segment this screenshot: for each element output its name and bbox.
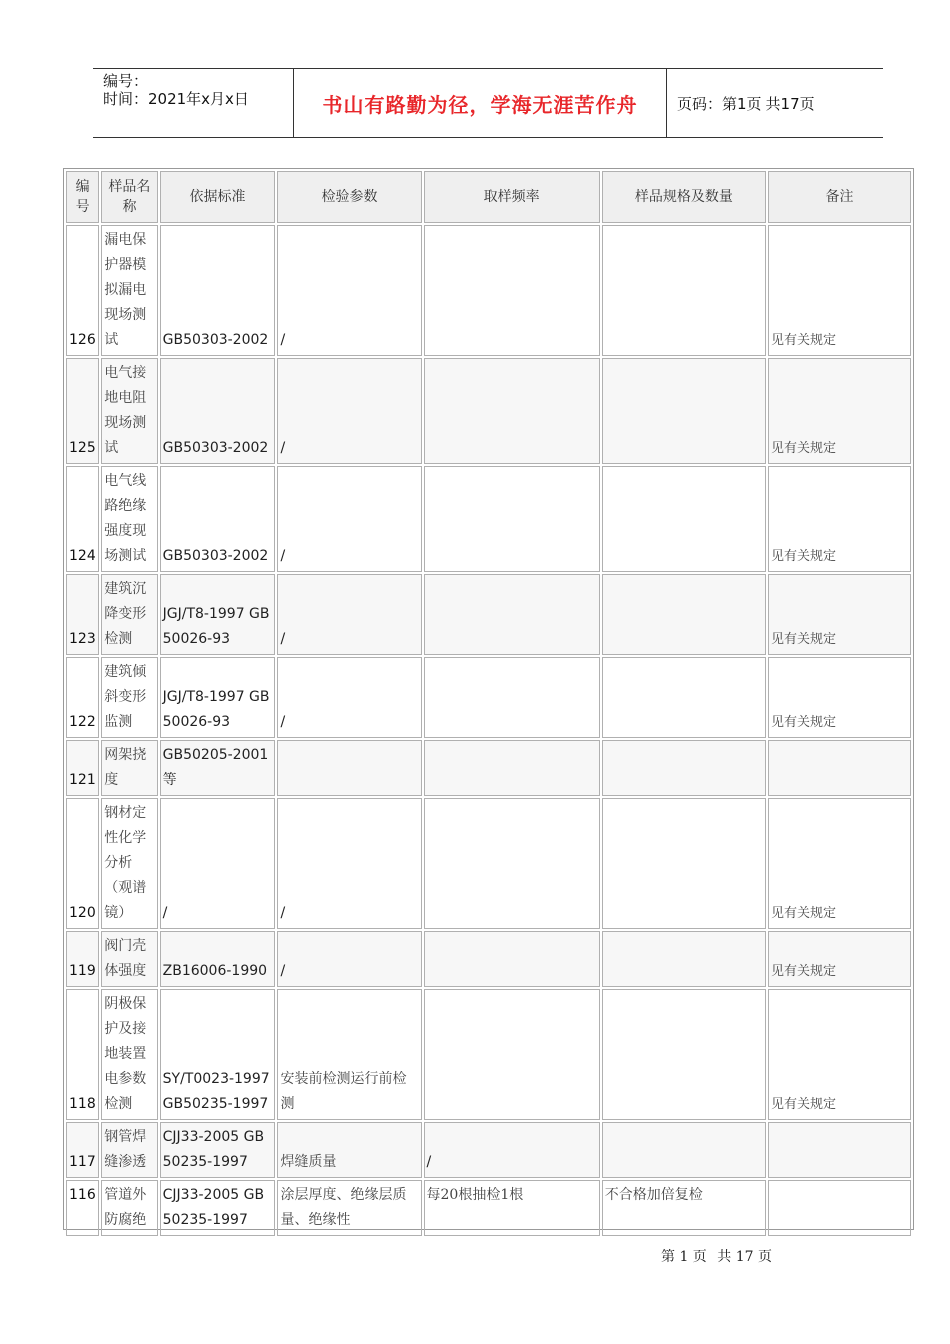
row-parameter [277,740,421,796]
row-standard: JGJ/T8-1997 GB50026-93 [160,574,276,655]
row-standard: CJJ33-2005 GB50235-1997 [160,1122,276,1178]
code-label: 编号： [103,72,149,90]
row-frequency [424,931,600,987]
row-spec [602,225,766,356]
row-id: 125 [66,358,99,464]
row-frequency [424,358,600,464]
row-id: 118 [66,989,99,1120]
row-id: 116 [66,1180,99,1236]
table-row [66,798,911,929]
row-name: 阴极保护及接地装置电参数检测 [101,989,157,1120]
row-spec [602,798,766,929]
row-frequency [424,657,600,738]
row-parameter: / [277,931,421,987]
row-standard: JGJ/T8-1997 GB50026-93 [160,657,276,738]
row-standard: GB50205-2001 等 [160,740,276,796]
row-id: 117 [66,1122,99,1178]
col-header-spec: 样品规格及数量 [602,171,766,223]
col-header-name: 样品名称 [101,171,157,223]
table-row [66,1122,911,1178]
col-header-note: 备注 [768,171,911,223]
row-parameter: / [277,466,421,572]
row-name: 钢材定性化学分析（观谱镜） [101,798,157,929]
row-standard: CJJ33-2005 GB50235-1997 [160,1180,276,1236]
row-name: 阀门壳体强度 [101,931,157,987]
page-footer [661,1246,778,1266]
row-spec [602,931,766,987]
row-standard: GB50303-2002 [160,466,276,572]
row-spec: 不合格加倍复检 [602,1180,766,1236]
row-spec [602,358,766,464]
row-frequency [424,574,600,655]
row-standard: ZB16006-1990 [160,931,276,987]
row-note: 见有关规定 [768,931,911,987]
row-note [768,1180,911,1236]
row-frequency [424,989,600,1120]
row-frequency: 每20根抽检1根 [424,1180,600,1236]
row-note: 见有关规定 [768,574,911,655]
row-name: 管道外防腐绝 [101,1180,157,1236]
table-row [66,1180,911,1236]
col-header-frequency: 取样频率 [424,171,600,223]
header-meta [93,69,294,137]
col-header-id: 编号 [66,171,99,223]
row-standard: GB50303-2002 [160,358,276,464]
row-parameter: 安装前检测运行前检测 [277,989,421,1120]
row-name: 电气线路绝缘强度现场测试 [101,466,157,572]
row-parameter: / [277,657,421,738]
row-frequency [424,225,600,356]
row-parameter: 涂层厚度、绝缘层质量、绝缘性 [277,1180,421,1236]
page-label: 页码：第1页 [677,94,762,113]
row-spec [602,466,766,572]
footer-total: 共 17 页 [717,1249,772,1265]
row-note: 见有关规定 [768,358,911,464]
table-row [66,466,911,572]
page-header [93,68,883,138]
row-name: 建筑沉降变形检测 [101,574,157,655]
row-spec [602,989,766,1120]
table-row [66,740,911,796]
row-parameter: 焊缝质量 [277,1122,421,1178]
row-note: 见有关规定 [768,989,911,1120]
table-row [66,989,911,1120]
table-header-row [66,171,911,223]
row-note: 见有关规定 [768,657,911,738]
row-id: 122 [66,657,99,738]
row-spec [602,657,766,738]
header-motto: 书山有路勤为径，学海无涯苦作舟 [294,69,667,137]
row-parameter: / [277,574,421,655]
row-note: 见有关规定 [768,225,911,356]
row-id: 121 [66,740,99,796]
time-label: 时间：2021年x月x日 [103,90,249,108]
table-row [66,931,911,987]
row-name: 建筑倾斜变形监测 [101,657,157,738]
row-name: 电气接地电阻现场测试 [101,358,157,464]
table-row [66,358,911,464]
header-page-info [667,69,883,137]
row-spec [602,1122,766,1178]
row-frequency [424,466,600,572]
row-id: 119 [66,931,99,987]
col-header-parameter: 检验参数 [277,171,421,223]
row-frequency: / [424,1122,600,1178]
inspection-table [64,169,913,1238]
row-name: 钢管焊缝渗透 [101,1122,157,1178]
row-note: 见有关规定 [768,798,911,929]
row-name: 网架挠度 [101,740,157,796]
row-parameter: / [277,358,421,464]
footer-page: 第 1 页 [661,1249,707,1265]
total-label: 共17页 [765,94,815,113]
row-id: 124 [66,466,99,572]
row-standard: / [160,798,276,929]
row-spec [602,740,766,796]
table-row [66,574,911,655]
row-note: 见有关规定 [768,466,911,572]
row-name: 漏电保护器模拟漏电现场测试 [101,225,157,356]
row-note [768,740,911,796]
row-note [768,1122,911,1178]
row-parameter: / [277,225,421,356]
row-frequency [424,798,600,929]
row-standard: SY/T0023-1997 GB50235-1997 [160,989,276,1120]
row-spec [602,574,766,655]
row-frequency [424,740,600,796]
row-parameter: / [277,798,421,929]
table-row [66,225,911,356]
inspection-table-wrapper [63,168,914,1230]
table-row [66,657,911,738]
col-header-standard: 依据标准 [160,171,276,223]
row-standard: GB50303-2002 [160,225,276,356]
row-id: 120 [66,798,99,929]
row-id: 126 [66,225,99,356]
row-id: 123 [66,574,99,655]
